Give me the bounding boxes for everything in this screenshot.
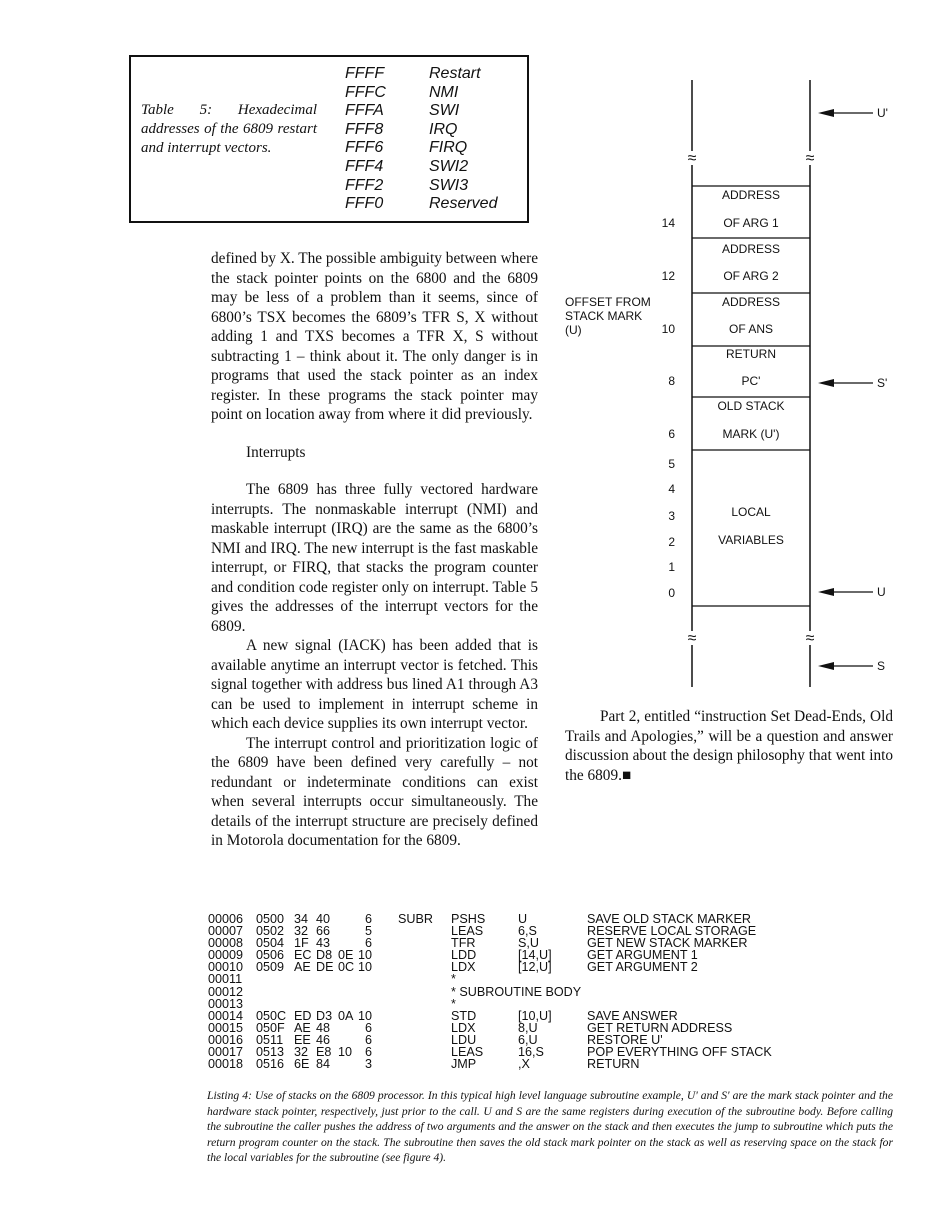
stack-cells xyxy=(692,186,810,606)
code-comment: RETURN xyxy=(587,1057,640,1072)
extra-byte: 0C xyxy=(338,960,355,975)
break-mark: ≈ xyxy=(687,630,697,647)
offset-number: 14 xyxy=(661,216,675,230)
vector-name: SWI xyxy=(429,102,460,120)
offset-label-line3: (U) xyxy=(565,323,582,337)
paragraph: A new signal (IACK) has been added that is available anytime an interrupt vector is fetched. This signal together with address bus lined A1 through A3 can be used to implement in interrupt scheme in which each device supplies its own interrupt vector. xyxy=(211,637,538,732)
cell-label: LOCAL xyxy=(731,505,771,519)
operand: S,U xyxy=(518,936,539,951)
code-comment: GET NEW STACK MARKER xyxy=(587,936,748,951)
pointer-arrow-head xyxy=(818,379,834,387)
address: 0502 xyxy=(256,924,285,939)
extra-byte: 10 xyxy=(338,1045,353,1060)
mnemonic: * xyxy=(451,972,456,987)
vector-address: FFFC xyxy=(345,83,386,101)
stack-pointers xyxy=(818,106,888,673)
address: 0500 xyxy=(256,912,285,926)
operand-byte: 48 xyxy=(316,1020,331,1035)
cycle-count: 6 xyxy=(364,1045,372,1060)
offset-number: 12 xyxy=(661,269,675,283)
opcode-byte: 32 xyxy=(294,1045,309,1060)
vector-name: FIRQ xyxy=(429,139,468,157)
vector-row xyxy=(345,177,497,196)
address: 0509 xyxy=(256,960,285,975)
offset-number: 4 xyxy=(668,482,675,496)
pointer-label: U xyxy=(877,585,886,599)
vector-address: FFF8 xyxy=(345,120,384,138)
mnemonic: PSHS xyxy=(451,912,486,926)
break-mark: ≈ xyxy=(687,150,697,167)
line-number: 00013 xyxy=(208,996,244,1011)
code-comment: SAVE OLD STACK MARKER xyxy=(587,912,751,926)
operand-byte: 43 xyxy=(316,936,331,951)
vector-address: FFFA xyxy=(345,102,384,120)
offset-number: 1 xyxy=(668,560,675,574)
vector-name: Reserved xyxy=(429,195,498,213)
cell-label: OF ANS xyxy=(728,322,774,336)
address: 0511 xyxy=(256,1032,284,1047)
paragraph: Part 2, entitled “instruction Set Dead-Ends, Old Trails and Apologies,” will be a question and answer discussion about the design philosophy that went into the 6809. xyxy=(565,708,893,784)
cell-label: PC' xyxy=(741,374,761,388)
listing-4-caption: Listing 4: Use of stacks on the 6809 processor. In this typical high level language subroutine example, U' and S' are the mark stack pointer and the hardware stack pointer, respectively, just prior to the call. U and S are the same registers during execution of the subroutine body. Before calling the subroutine the caller pushes the address of two arguments and the answer on the stack and then executes the jump to subroutine which puts the return program counter on the stack. The subroutine then saves the old stack mark pointer on the stack as well as reserving space on the stack for the local variables for the subroutine (see figure 4). xyxy=(207,1089,893,1165)
paragraph: defined by X. The possible ambiguity between where the stack pointer points on the 6800 and the 6809 may be less of a problem than it seems, since of 6800’s TSX becomes the 6809’s TFR S, X without adding 1 and TXS becomes a TFR X, S without subtracting 1 – think about it. The only danger is in programs that used the stack pointer as an index register. In these programs the stack pointer may point on location away from where it did previously. xyxy=(211,250,538,423)
line-number: 00006 xyxy=(208,912,244,926)
offset-number: 6 xyxy=(668,427,675,441)
stack-frame-diagram xyxy=(555,75,950,695)
listing-row xyxy=(208,1022,908,1034)
address: 050C xyxy=(256,1008,287,1023)
mnemonic: LEAS xyxy=(451,924,484,939)
opcode-byte: EE xyxy=(294,1032,311,1047)
operand-byte: 46 xyxy=(316,1032,331,1047)
listing-row xyxy=(208,1046,908,1058)
cell-label: OLD STACK xyxy=(717,399,785,413)
line-number: 00012 xyxy=(208,984,244,999)
listing-row xyxy=(208,937,908,949)
mnemonic: * SUBROUTINE BODY xyxy=(451,984,582,999)
cycle-count: 6 xyxy=(364,1020,372,1035)
operand: [10,U] xyxy=(518,1008,552,1023)
line-number: 00017 xyxy=(208,1045,244,1060)
cycle-count: 10 xyxy=(358,960,373,975)
section-heading-interrupts: Interrupts xyxy=(246,443,306,461)
pointer-arrow-head xyxy=(818,588,834,596)
mnemonic: LDX xyxy=(451,1020,476,1035)
listing-row xyxy=(208,1034,908,1046)
operand-byte: DE xyxy=(316,960,334,975)
pointer-label: U' xyxy=(877,106,888,120)
part-2-paragraph xyxy=(565,707,893,785)
table-5 xyxy=(129,55,529,223)
operand-byte: 84 xyxy=(316,1057,331,1072)
vector-row xyxy=(345,158,497,177)
extra-byte: 0A xyxy=(338,1008,354,1023)
code-comment: GET ARGUMENT 1 xyxy=(587,948,698,963)
offset-number: 3 xyxy=(668,509,675,523)
code-comment: GET RETURN ADDRESS xyxy=(587,1020,733,1035)
paragraph: The interrupt control and prioritization logic of the 6809 have been defined very carefully – not redundant or indeterminate conditions can exist when several interrupts occur simultaneously. The details of the interrupt structure are precisely defined in Motorola documentation for the 6809. xyxy=(211,734,538,849)
opcode-byte: 1F xyxy=(294,936,309,951)
vector-address: FFFF xyxy=(345,65,385,82)
vector-row xyxy=(345,84,497,103)
line-number: 00007 xyxy=(208,924,244,939)
opcode-byte: 32 xyxy=(294,924,309,939)
address: 0506 xyxy=(256,948,285,963)
address: 0504 xyxy=(256,936,285,951)
cell-label: VARIABLES xyxy=(718,533,784,547)
offset-number: 0 xyxy=(668,586,675,600)
offset-number: 8 xyxy=(668,374,675,388)
vector-name: SWI3 xyxy=(429,176,469,194)
vector-address: FFF2 xyxy=(345,176,384,194)
cycle-count: 5 xyxy=(364,924,372,939)
vector-address: FFF4 xyxy=(345,157,384,175)
code-label: SUBR xyxy=(398,912,433,926)
line-number: 00010 xyxy=(208,960,244,975)
end-mark: ■ xyxy=(621,766,632,784)
code-comment: POP EVERYTHING OFF STACK xyxy=(587,1045,772,1060)
line-number: 00018 xyxy=(208,1057,244,1072)
address: 0513 xyxy=(256,1045,285,1060)
listing-row xyxy=(208,1010,908,1022)
cell-label: RETURN xyxy=(726,347,776,361)
listing-row xyxy=(208,1058,908,1070)
mnemonic: LDX xyxy=(451,960,476,975)
mnemonic: STD xyxy=(451,1008,477,1023)
pointer-arrow-head xyxy=(818,662,834,670)
listing-4 xyxy=(208,913,908,1070)
cycle-count: 6 xyxy=(364,1032,372,1047)
opcode-byte: AE xyxy=(294,1020,311,1035)
mnemonic: TFR xyxy=(451,936,476,951)
cycle-count: 6 xyxy=(364,912,372,926)
vector-row xyxy=(345,195,497,214)
offset-number: 5 xyxy=(668,457,675,471)
address: 050F xyxy=(256,1020,285,1035)
operand-byte: E8 xyxy=(316,1045,332,1060)
break-mark: ≈ xyxy=(805,150,815,167)
vector-name: IRQ xyxy=(429,120,458,138)
cell-label: ADDRESS xyxy=(721,242,781,256)
opcode-byte: EC xyxy=(294,948,312,963)
line-number: 00016 xyxy=(208,1032,244,1047)
code-comment: GET ARGUMENT 2 xyxy=(587,960,698,975)
left-column-text xyxy=(211,249,538,851)
operand: U xyxy=(518,912,528,926)
operand-byte: D8 xyxy=(316,948,333,963)
listing-row xyxy=(208,949,908,961)
line-number: 00011 xyxy=(208,972,243,987)
operand: 8,U xyxy=(518,1020,538,1035)
offset-numbers xyxy=(662,216,676,600)
operand: 6,S xyxy=(518,924,537,939)
cell-label: ADDRESS xyxy=(721,188,781,202)
vector-address: FFF6 xyxy=(345,139,384,157)
cell-label: ADDRESS xyxy=(721,295,781,309)
cycle-count: 10 xyxy=(358,948,373,963)
pointer-arrow-head xyxy=(818,109,834,117)
offset-number: 2 xyxy=(668,535,675,549)
vector-name: NMI xyxy=(429,83,459,101)
cell-label: OF ARG 1 xyxy=(723,216,779,230)
listing-row xyxy=(208,986,908,998)
line-number: 00009 xyxy=(208,948,244,963)
mnemonic: LEAS xyxy=(451,1045,484,1060)
code-comment: RESERVE LOCAL STORAGE xyxy=(587,924,757,939)
vector-name: Restart xyxy=(429,65,481,82)
listing-row xyxy=(208,973,908,985)
pointer-label: S xyxy=(877,659,886,673)
cycle-count: 3 xyxy=(364,1057,372,1072)
mnemonic: LDD xyxy=(451,948,477,963)
opcode-byte: 6E xyxy=(294,1057,310,1072)
cell-label: MARK (U') xyxy=(722,427,780,441)
listing-row xyxy=(208,925,908,937)
operand-byte: D3 xyxy=(316,1008,333,1023)
paragraph: The 6809 has three fully vectored hardware interrupts. The nonmaskable interrupt (NMI) and maskable interrupt (IRQ) are the same as the 6800’s NMI and IRQ. The new interrupt is the fast maskable interrupt, or FIRQ, that stacks the program counter and condition code register only on interrupt. Table 5 gives the addresses of the interrupt vectors for the 6809. xyxy=(211,481,538,635)
line-number: 00014 xyxy=(208,1008,244,1023)
offset-label-line2: STACK MARK xyxy=(565,309,643,323)
vector-row xyxy=(345,102,497,121)
line-number: 00015 xyxy=(208,1020,244,1035)
pointer-label: S' xyxy=(877,376,888,390)
opcode-byte: 34 xyxy=(294,912,309,926)
extra-byte: 0E xyxy=(338,948,354,963)
code-comment: RESTORE U' xyxy=(587,1032,663,1047)
table-5-caption: Table 5: Hexadecimal addresses of the 6809 restart and interrupt vectors. xyxy=(141,102,317,156)
listing-row xyxy=(208,913,908,925)
vector-row xyxy=(345,65,497,84)
operand: ,X xyxy=(518,1057,530,1072)
opcode-byte: ED xyxy=(294,1008,312,1023)
vector-address: FFF0 xyxy=(345,195,384,213)
listing-row xyxy=(208,961,908,973)
cell-label: OF ARG 2 xyxy=(723,269,779,283)
offset-label-line1: OFFSET FROM xyxy=(565,295,651,309)
operand-byte: 40 xyxy=(316,912,331,926)
mnemonic: * xyxy=(451,996,456,1011)
mnemonic: LDU xyxy=(451,1032,477,1047)
break-mark: ≈ xyxy=(805,630,815,647)
mnemonic: JMP xyxy=(451,1057,477,1072)
cycle-count: 10 xyxy=(358,1008,373,1023)
vector-row xyxy=(345,121,497,140)
operand: [12,U] xyxy=(518,960,552,975)
line-number: 00008 xyxy=(208,936,244,951)
opcode-byte: AE xyxy=(294,960,311,975)
operand: 6,U xyxy=(518,1032,538,1047)
offset-number: 10 xyxy=(661,322,675,336)
vector-row xyxy=(345,139,497,158)
vector-table xyxy=(345,65,497,214)
listing-row xyxy=(208,998,908,1010)
code-comment: SAVE ANSWER xyxy=(587,1008,678,1023)
operand: 16,S xyxy=(518,1045,544,1060)
address: 0516 xyxy=(256,1057,285,1072)
operand-byte: 66 xyxy=(316,924,331,939)
cycle-count: 6 xyxy=(364,936,372,951)
operand: [14,U] xyxy=(518,948,552,963)
vector-name: SWI2 xyxy=(429,157,469,175)
